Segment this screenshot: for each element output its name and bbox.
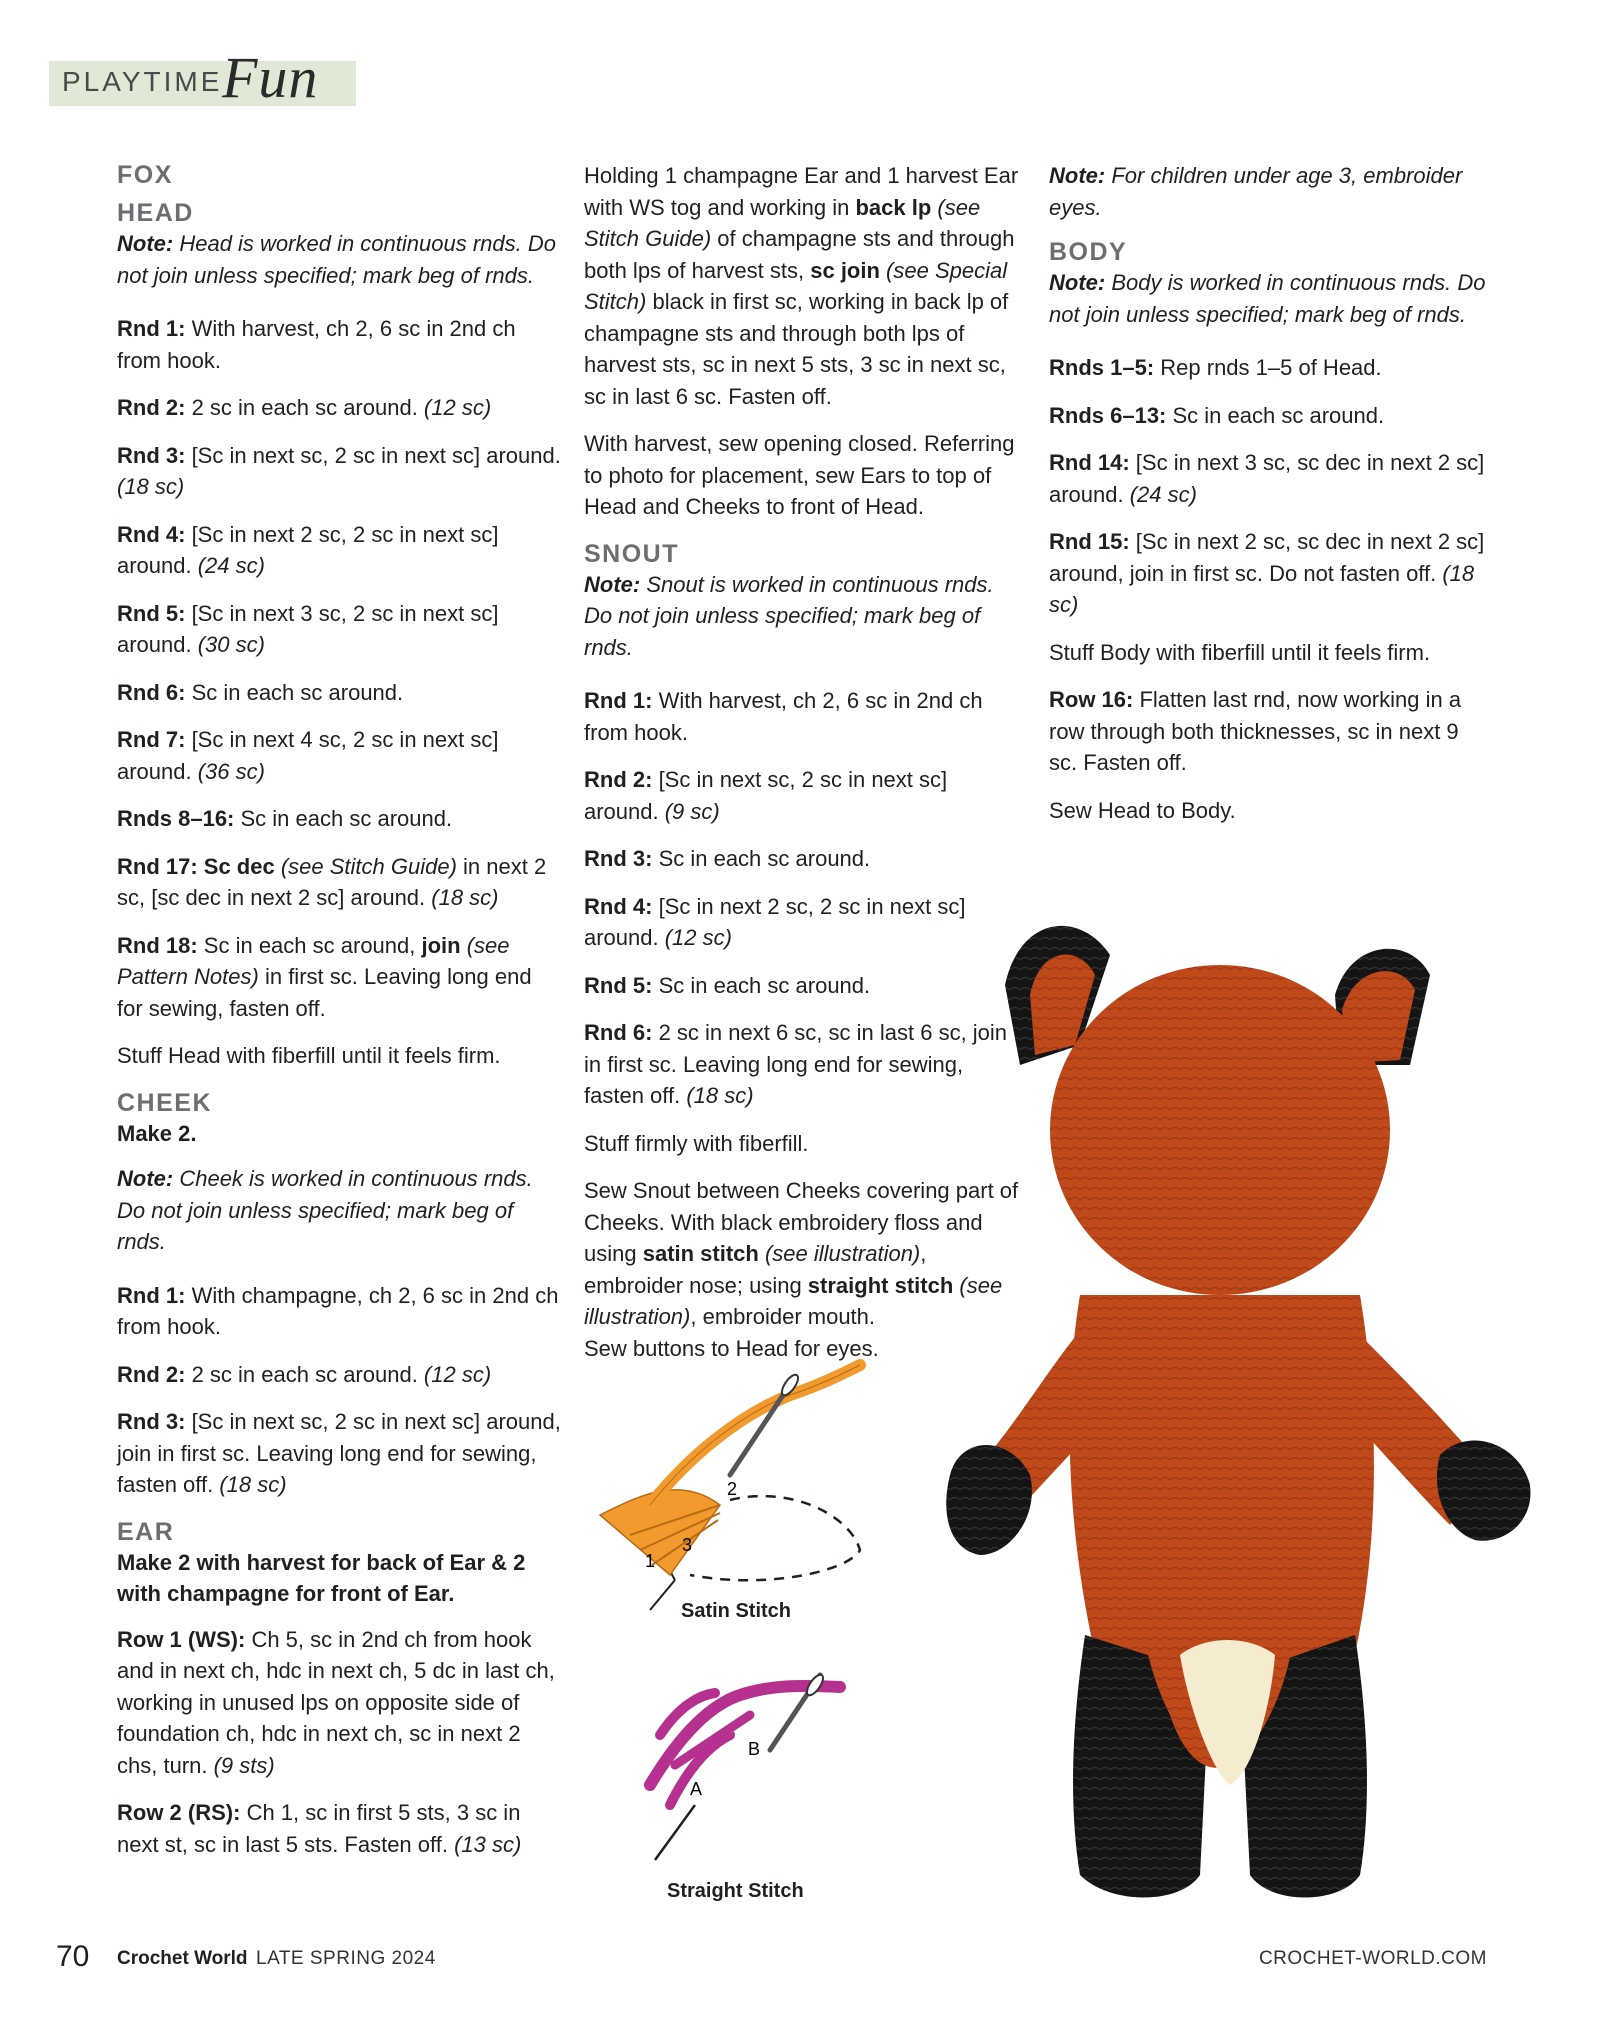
crocheted-fox-photo [930, 915, 1590, 1965]
body-row-16: Row 16: Flatten last rnd, now working in a row through both thicknesses, sc in next 9 sc. Fasten off. [1049, 687, 1462, 775]
page-number: 70 [56, 1940, 90, 1973]
website: CROCHET-WORLD.COM [1258, 1948, 1487, 1969]
body-rnds-1-5: Rnds 1–5: Rep rnds 1–5 of Head. [1049, 355, 1382, 380]
issue-label: LATE SPRING 2024 [256, 1948, 436, 1969]
ear-assembly: Holding 1 champagne Ear and 1 harvest Ear with WS tog and working in back lp (see Stitch Guide) of champagne sts and through both lps of harvest sts, sc join (see Special Stitch) black in first sc, working in back lp of champagne sts and through both lps of harvest sts, sc in next 5 sts, 3 sc in next sc, sc in last 6 sc. Fasten off. [584, 163, 1019, 409]
section-script-title: Fun [222, 45, 319, 110]
snout-stuff: Stuff firmly with fiberfill. [584, 1130, 809, 1156]
head-note: Note: Head is worked in continuous rnds. Do not join unless specified; mark beg of rnds. [117, 231, 556, 288]
head-rnds-8-16: Rnds 8–16: Sc in each sc around. [117, 806, 453, 831]
head-rnd-17: Rnd 17: Sc dec (see Stitch Guide) in next 2 sc, [sc dec in next 2 sc] around. (18 sc) [117, 853, 547, 910]
head-rnd-1: Rnd 1: With harvest, ch 2, 6 sc in 2nd ch from hook. [117, 316, 516, 373]
ear-placement: With harvest, sew opening closed. Referring to photo for placement, sew Ears to top of Head and Cheeks to front of Head. [584, 431, 1015, 519]
snout-heading: SNOUT [584, 539, 679, 568]
cheek-rnd-3: Rnd 3: [Sc in next sc, 2 sc in next sc] around, join in first sc. Leaving long end for sewing, fasten off. (18 sc) [117, 1409, 561, 1497]
head-rnd-3: Rnd 3: [Sc in next sc, 2 sc in next sc] around. (18 sc) [117, 442, 561, 499]
satin-step-1: 1 [645, 1551, 656, 1571]
column-3 [1049, 160, 1489, 842]
straight-point-b: B [748, 1739, 761, 1759]
safety-note: Note: For children under age 3, embroider eyes. [1049, 163, 1463, 220]
head-heading: HEAD [117, 199, 194, 227]
straight-stitch-illustration [620, 1655, 870, 1885]
snout-rnd-2: Rnd 2: [Sc in next sc, 2 sc in next sc] around. (9 sc) [584, 767, 948, 824]
head-rnd-5: Rnd 5: [Sc in next 3 sc, 2 sc in next sc] around. (30 sc) [117, 600, 499, 657]
body-rnd-15: Rnd 15: [Sc in next 2 sc, sc dec in next 2 sc] around, join in first sc. Do not fasten off. (18 sc) [1049, 529, 1485, 617]
cheek-heading: CHEEK [117, 1088, 213, 1117]
snout-rnd-6: Rnd 6: 2 sc in next 6 sc, sc in last 6 sc, join in first sc. Leaving long end for sewing, fasten off. (18 sc) [584, 1020, 1008, 1108]
head-rnd-2: Rnd 2: 2 sc in each sc around. (12 sc) [117, 395, 492, 420]
satin-step-3: 3 [682, 1535, 693, 1555]
head-rnd-7: Rnd 7: [Sc in next 4 sc, 2 sc in next sc] around. (36 sc) [117, 727, 499, 784]
body-rnds-6-13: Rnds 6–13: Sc in each sc around. [1049, 402, 1385, 428]
snout-buttons: Sew buttons to Head for eyes. [584, 1335, 879, 1361]
satin-stitch-caption: Satin Stitch [681, 1600, 792, 1622]
satin-step-2: 2 [727, 1479, 738, 1499]
cheek-rnd-1: Rnd 1: With champagne, ch 2, 6 sc in 2nd ch from hook. [117, 1282, 559, 1339]
cheek-make: Make 2. [117, 1120, 197, 1146]
straight-stitch-caption: Straight Stitch [667, 1880, 804, 1902]
satin-stitch-illustration [590, 1355, 900, 1615]
snout-rnd-3: Rnd 3: Sc in each sc around. [584, 846, 871, 871]
column-1 [117, 160, 562, 1876]
body-note: Note: Body is worked in continuous rnds. Do not join unless specified; mark beg of rnds. [1049, 270, 1486, 327]
head-stuff: Stuff Head with fiberfill until it feels firm. [117, 1043, 501, 1068]
body-heading: BODY [1049, 238, 1128, 266]
body-sew: Sew Head to Body. [1049, 797, 1236, 823]
magazine-name: Crochet World [117, 1948, 248, 1969]
snout-rnd-5: Rnd 5: Sc in each sc around. [584, 972, 871, 998]
snout-embroider: Sew Snout between Cheeks covering part of Cheeks. With black embroidery floss and using satin stitch (see illustration), embroider nose; using straight stitch (see illustration), embroider mouth. [584, 1178, 1019, 1329]
head-rnd-18: Rnd 18: Sc in each sc around, join (see Pattern Notes) in first sc. Leaving long end for sewing, fasten off. [117, 932, 532, 1021]
snout-rnd-1: Rnd 1: With harvest, ch 2, 6 sc in 2nd ch from hook. [584, 688, 983, 745]
snout-rnd-4: Rnd 4: [Sc in next 2 sc, 2 sc in next sc] around. (12 sc) [584, 893, 966, 950]
body-rnd-14: Rnd 14: [Sc in next 3 sc, sc dec in next 2 sc] around. (24 sc) [1049, 450, 1485, 507]
straight-point-a: A [690, 1779, 703, 1799]
cheek-rnd-2: Rnd 2: 2 sc in each sc around. (12 sc) [117, 1361, 492, 1387]
section-label: PLAYTIME [62, 66, 223, 97]
body-stuff: Stuff Body with fiberfill until it feels firm. [1049, 639, 1431, 665]
snout-note: Note: Snout is worked in continuous rnds. Do not join unless specified; mark beg of rnds. [584, 571, 994, 660]
ear-make: Make 2 with harvest for back of Ear & 2 with champagne for front of Ear. [117, 1549, 526, 1606]
pattern-title: FOX [117, 161, 173, 189]
ear-row-2: Row 2 (RS): Ch 1, sc in first 5 sts, 3 sc in next st, sc in last 5 sts. Fasten off. (13 sc) [117, 1800, 522, 1857]
head-rnd-6: Rnd 6: Sc in each sc around. [117, 679, 404, 705]
fox-head [1050, 965, 1390, 1295]
cheek-note: Note: Cheek is worked in continuous rnds. Do not join unless specified; mark beg of rnds. [117, 1166, 533, 1254]
ear-heading: EAR [117, 1517, 175, 1546]
ear-row-1: Row 1 (WS): Ch 5, sc in 2nd ch from hook and in next ch, hdc in next ch, 5 dc in last ch, working in unused lps on opposite side of foundation ch, hdc in next ch, sc in next 2 chs, turn. (9 sts) [117, 1626, 555, 1778]
head-rnd-4: Rnd 4: [Sc in next 2 sc, 2 sc in next sc] around. (24 sc) [117, 521, 499, 578]
